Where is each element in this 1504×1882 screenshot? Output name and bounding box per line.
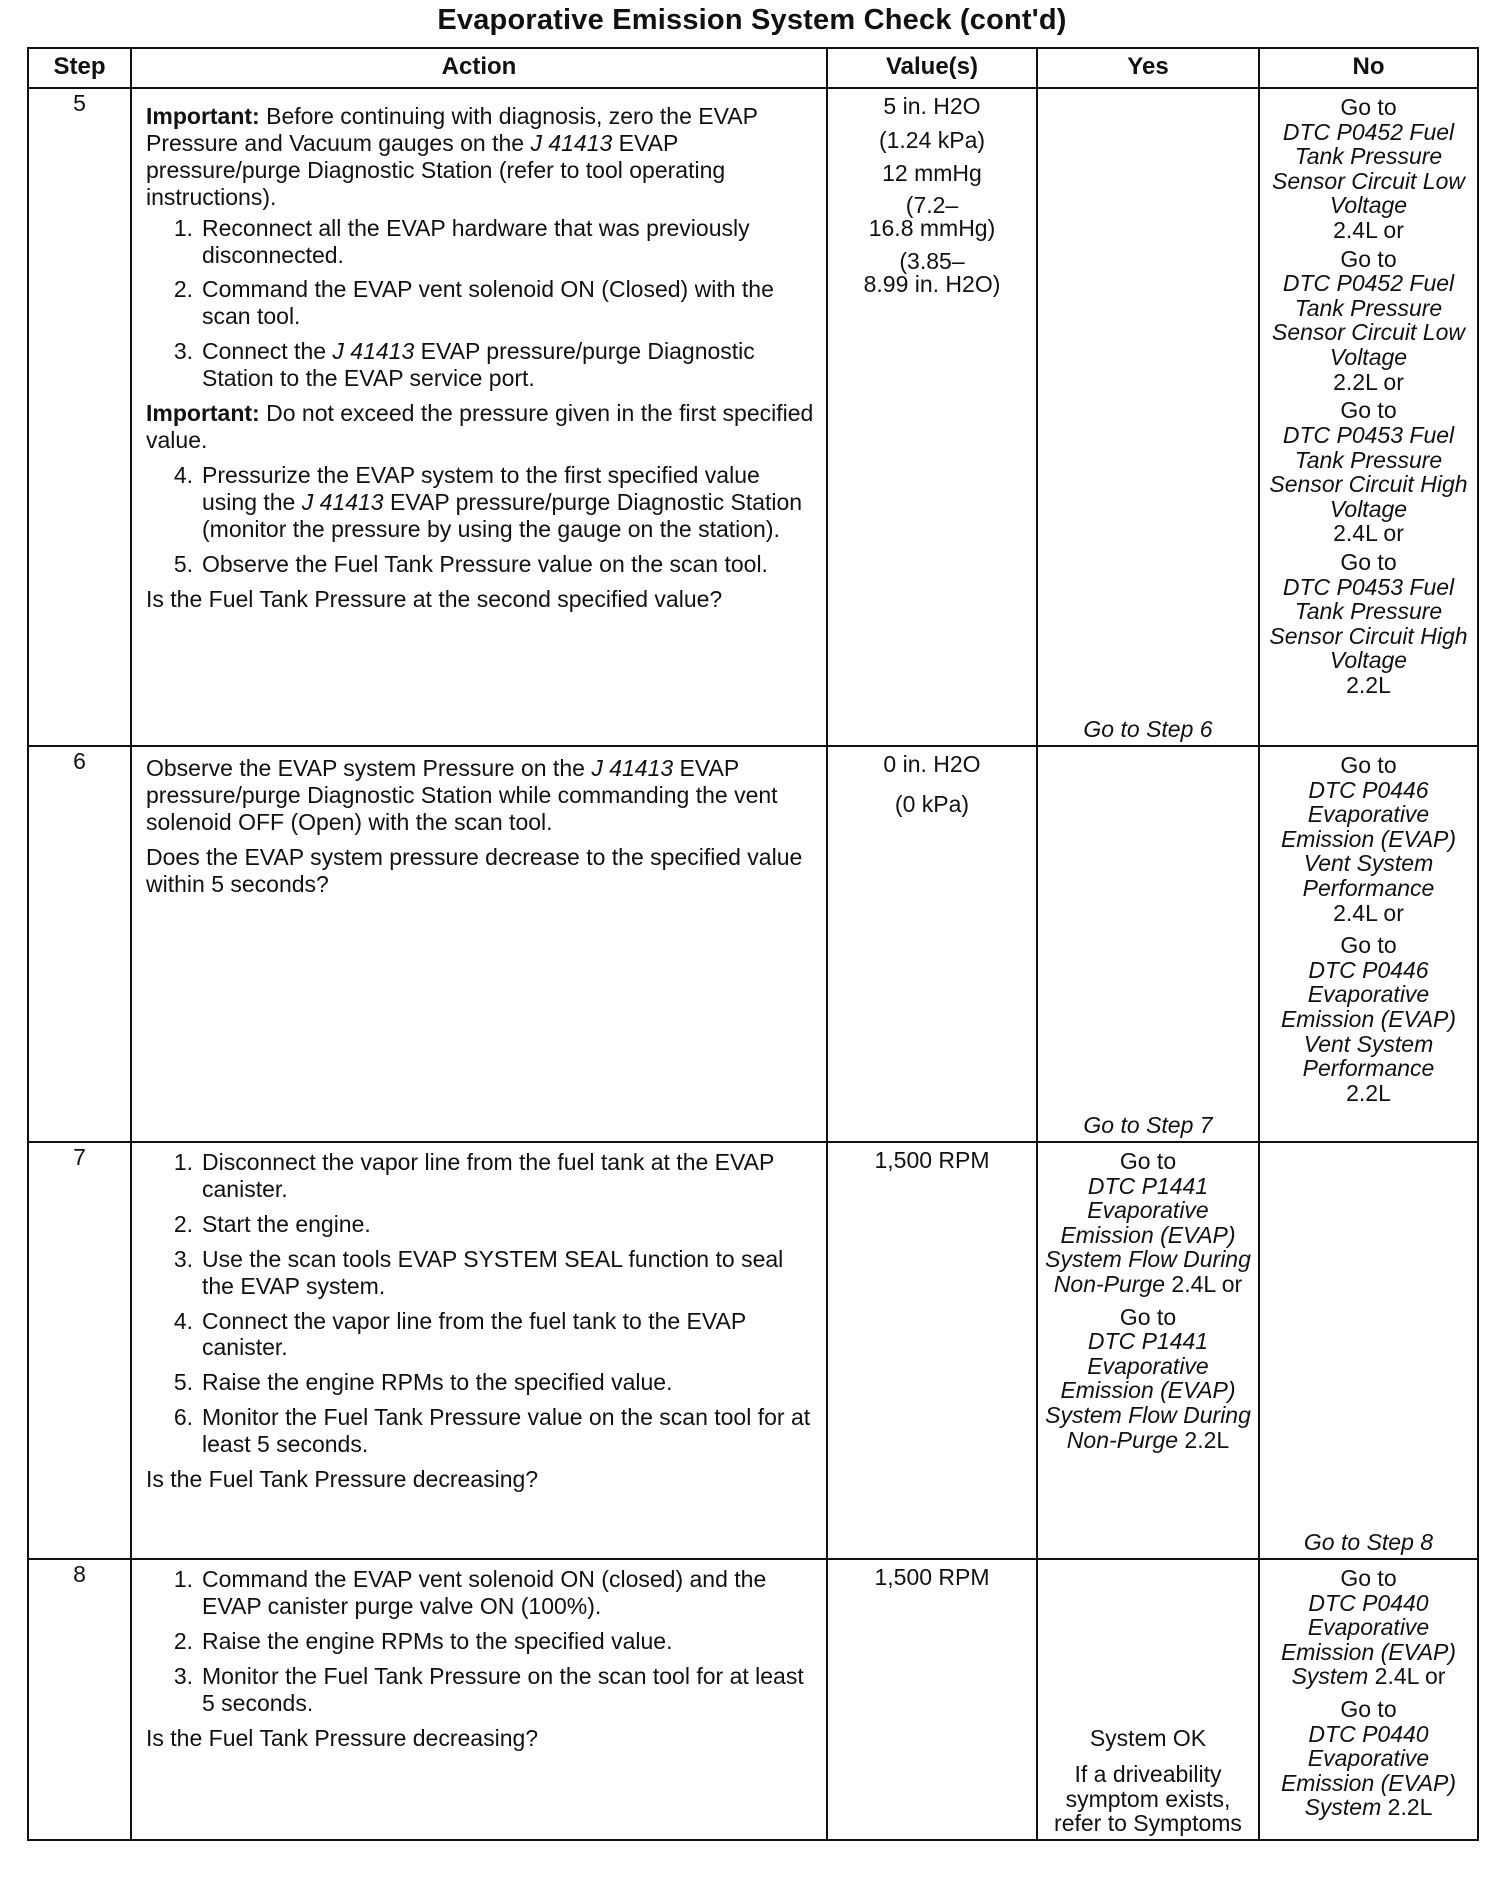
- system-ok-text: System OK: [1089, 1724, 1207, 1751]
- value-cell: [827, 88, 1037, 746]
- value-cell: [827, 1142, 1037, 1559]
- value-line: 0 in. H2O: [883, 751, 981, 777]
- no-target[interactable]: Go to DTC P0453 Fuel Tank Pressure Sensor Circuit High Voltage 2.2L: [1269, 548, 1468, 699]
- value-line: 1,500 RPM: [874, 1564, 990, 1590]
- action-list: [146, 1149, 814, 1458]
- value-line: (3.85– 8.99 in. H2O): [863, 247, 1001, 297]
- step-number: 7: [28, 1142, 131, 1559]
- value-line: (7.2– 16.8 mmHg): [868, 191, 996, 241]
- list-item: 1. Reconnect all the EVAP hardware that was previously disconnected.: [173, 214, 750, 268]
- value-cell: [827, 746, 1037, 1142]
- no-target[interactable]: Go to DTC P0440 Evaporative Emission (EVAP) System 2.4L or: [1280, 1565, 1457, 1690]
- action-cell: [131, 746, 827, 1142]
- value-line: (1.24 kPa): [878, 126, 986, 153]
- go-to-step-link[interactable]: Go to Step 6: [1083, 716, 1213, 743]
- list-item: 2. Command the EVAP vent solenoid ON (Closed) with the scan tool.: [173, 276, 774, 330]
- check-question: Is the Fuel Tank Pressure decreasing?: [146, 1466, 539, 1493]
- list-item: 2. Start the engine.: [173, 1210, 371, 1237]
- yes-cell: [1037, 88, 1259, 746]
- list-item: 5. Observe the Fuel Tank Pressure value on the scan tool.: [173, 550, 768, 577]
- value-line: 1,500 RPM: [874, 1147, 990, 1173]
- action-list: [146, 215, 814, 392]
- header-step: Step: [28, 48, 131, 88]
- symptoms-reference[interactable]: If a driveability symptom exists, refer to Symptoms: [1054, 1761, 1242, 1837]
- header-action: Action: [131, 48, 827, 88]
- page-title: Evaporative Emission System Check (cont'd): [437, 4, 1067, 36]
- no-target[interactable]: Go to DTC P0440 Evaporative Emission (EVAP) System 2.2L: [1280, 1696, 1457, 1821]
- action-text: Observe the EVAP system Pressure on the J 41413 EVAP pressure/purge Diagnostic Station while commanding the vent solenoid OFF (Open) with the scan tool.: [146, 755, 778, 835]
- list-item: 3. Monitor the Fuel Tank Pressure on the scan tool for at least 5 seconds.: [173, 1662, 804, 1716]
- list-item: 1. Command the EVAP vent solenoid ON (closed) and the EVAP canister purge valve ON (100%).: [173, 1566, 767, 1619]
- yes-cell: [1037, 746, 1259, 1142]
- value-line: 12 mmHg: [882, 160, 982, 187]
- important-note: Important: Before continuing with diagnosis, zero the EVAP Pressure and Vacuum gauges on the J 41413 EVAP pressure/purge Diagnostic Station (refer to tool operating instructions).: [146, 103, 758, 210]
- table-row-step-6: [28, 746, 1478, 1142]
- table-row-step-8: [28, 1559, 1478, 1840]
- step-number: 8: [28, 1559, 131, 1840]
- table-header-row: [28, 48, 1478, 88]
- no-target[interactable]: Go to DTC P0452 Fuel Tank Pressure Sensor Circuit Low Voltage 2.2L or: [1271, 245, 1466, 395]
- list-item: 3. Use the scan tools EVAP SYSTEM SEAL function to seal the EVAP system.: [173, 1245, 784, 1299]
- table-row-step-5: [28, 88, 1478, 746]
- header-yes: Yes: [1037, 48, 1259, 88]
- no-cell: [1259, 1142, 1478, 1559]
- check-question: Is the Fuel Tank Pressure at the second specified value?: [146, 585, 723, 612]
- action-cell: [131, 88, 827, 746]
- important-note: Important: Do not exceed the pressure given in the first specified value.: [146, 400, 814, 453]
- yes-cell: [1037, 1142, 1259, 1559]
- table-row-step-7: [28, 1142, 1478, 1559]
- check-question: Is the Fuel Tank Pressure decreasing?: [146, 1724, 539, 1751]
- yes-cell: [1037, 1559, 1259, 1840]
- value-cell: [827, 1559, 1037, 1840]
- go-to-step-link[interactable]: Go to Step 8: [1303, 1529, 1434, 1556]
- list-item: 4. Pressurize the EVAP system to the first specified value using the J 41413 EVAP pressure/purge Diagnostic Station (monitor the pressure by using the gauge on the station).: [173, 461, 803, 542]
- go-to-step-link[interactable]: Go to Step 7: [1083, 1112, 1213, 1139]
- action-cell: [131, 1142, 827, 1559]
- action-cell: [131, 1559, 827, 1840]
- step-number: 6: [28, 746, 131, 1142]
- no-cell: [1259, 746, 1478, 1142]
- action-list: [146, 462, 814, 578]
- no-target[interactable]: Go to DTC P0446 Evaporative Emission (EVAP) Vent System Performance 2.4L or: [1280, 752, 1457, 926]
- yes-target[interactable]: Go to DTC P1441 Evaporative Emission (EVAP) System Flow During Non-Purge 2.4L or: [1045, 1148, 1251, 1298]
- evap-check-table: [27, 47, 1479, 1841]
- no-target[interactable]: Go to DTC P0453 Fuel Tank Pressure Sensor Circuit High Voltage 2.4L or: [1269, 397, 1468, 547]
- no-cell: [1259, 88, 1478, 746]
- step-number: 5: [28, 88, 131, 746]
- value-line: 5 in. H2O: [883, 93, 981, 119]
- value-line: (0 kPa): [894, 790, 970, 817]
- no-cell: [1259, 1559, 1478, 1840]
- list-item: 2. Raise the engine RPMs to the specified value.: [173, 1627, 673, 1654]
- list-item: 4. Connect the vapor line from the fuel tank to the EVAP canister.: [173, 1307, 746, 1361]
- yes-target[interactable]: Go to DTC P1441 Evaporative Emission (EVAP) System Flow During Non-Purge 2.2L: [1045, 1303, 1251, 1453]
- list-item: 6. Monitor the Fuel Tank Pressure value on the scan tool for at least 5 seconds.: [173, 1404, 811, 1458]
- list-item: 5. Raise the engine RPMs to the specified value.: [173, 1369, 673, 1396]
- list-item: 1. Disconnect the vapor line from the fuel tank at the EVAP canister.: [173, 1149, 774, 1202]
- no-target[interactable]: Go to DTC P0452 Fuel Tank Pressure Sensor Circuit Low Voltage 2.4L or: [1271, 94, 1466, 244]
- header-values: Value(s): [827, 48, 1037, 88]
- header-no: No: [1259, 48, 1478, 88]
- check-question: Does the EVAP system pressure decrease to the specified value within 5 seconds?: [146, 843, 803, 897]
- no-target[interactable]: Go to DTC P0446 Evaporative Emission (EVAP) Vent System Performance 2.2L: [1280, 932, 1457, 1106]
- action-list: [146, 1566, 814, 1717]
- list-item: 3. Connect the J 41413 EVAP pressure/purge Diagnostic Station to the EVAP service port.: [173, 338, 755, 392]
